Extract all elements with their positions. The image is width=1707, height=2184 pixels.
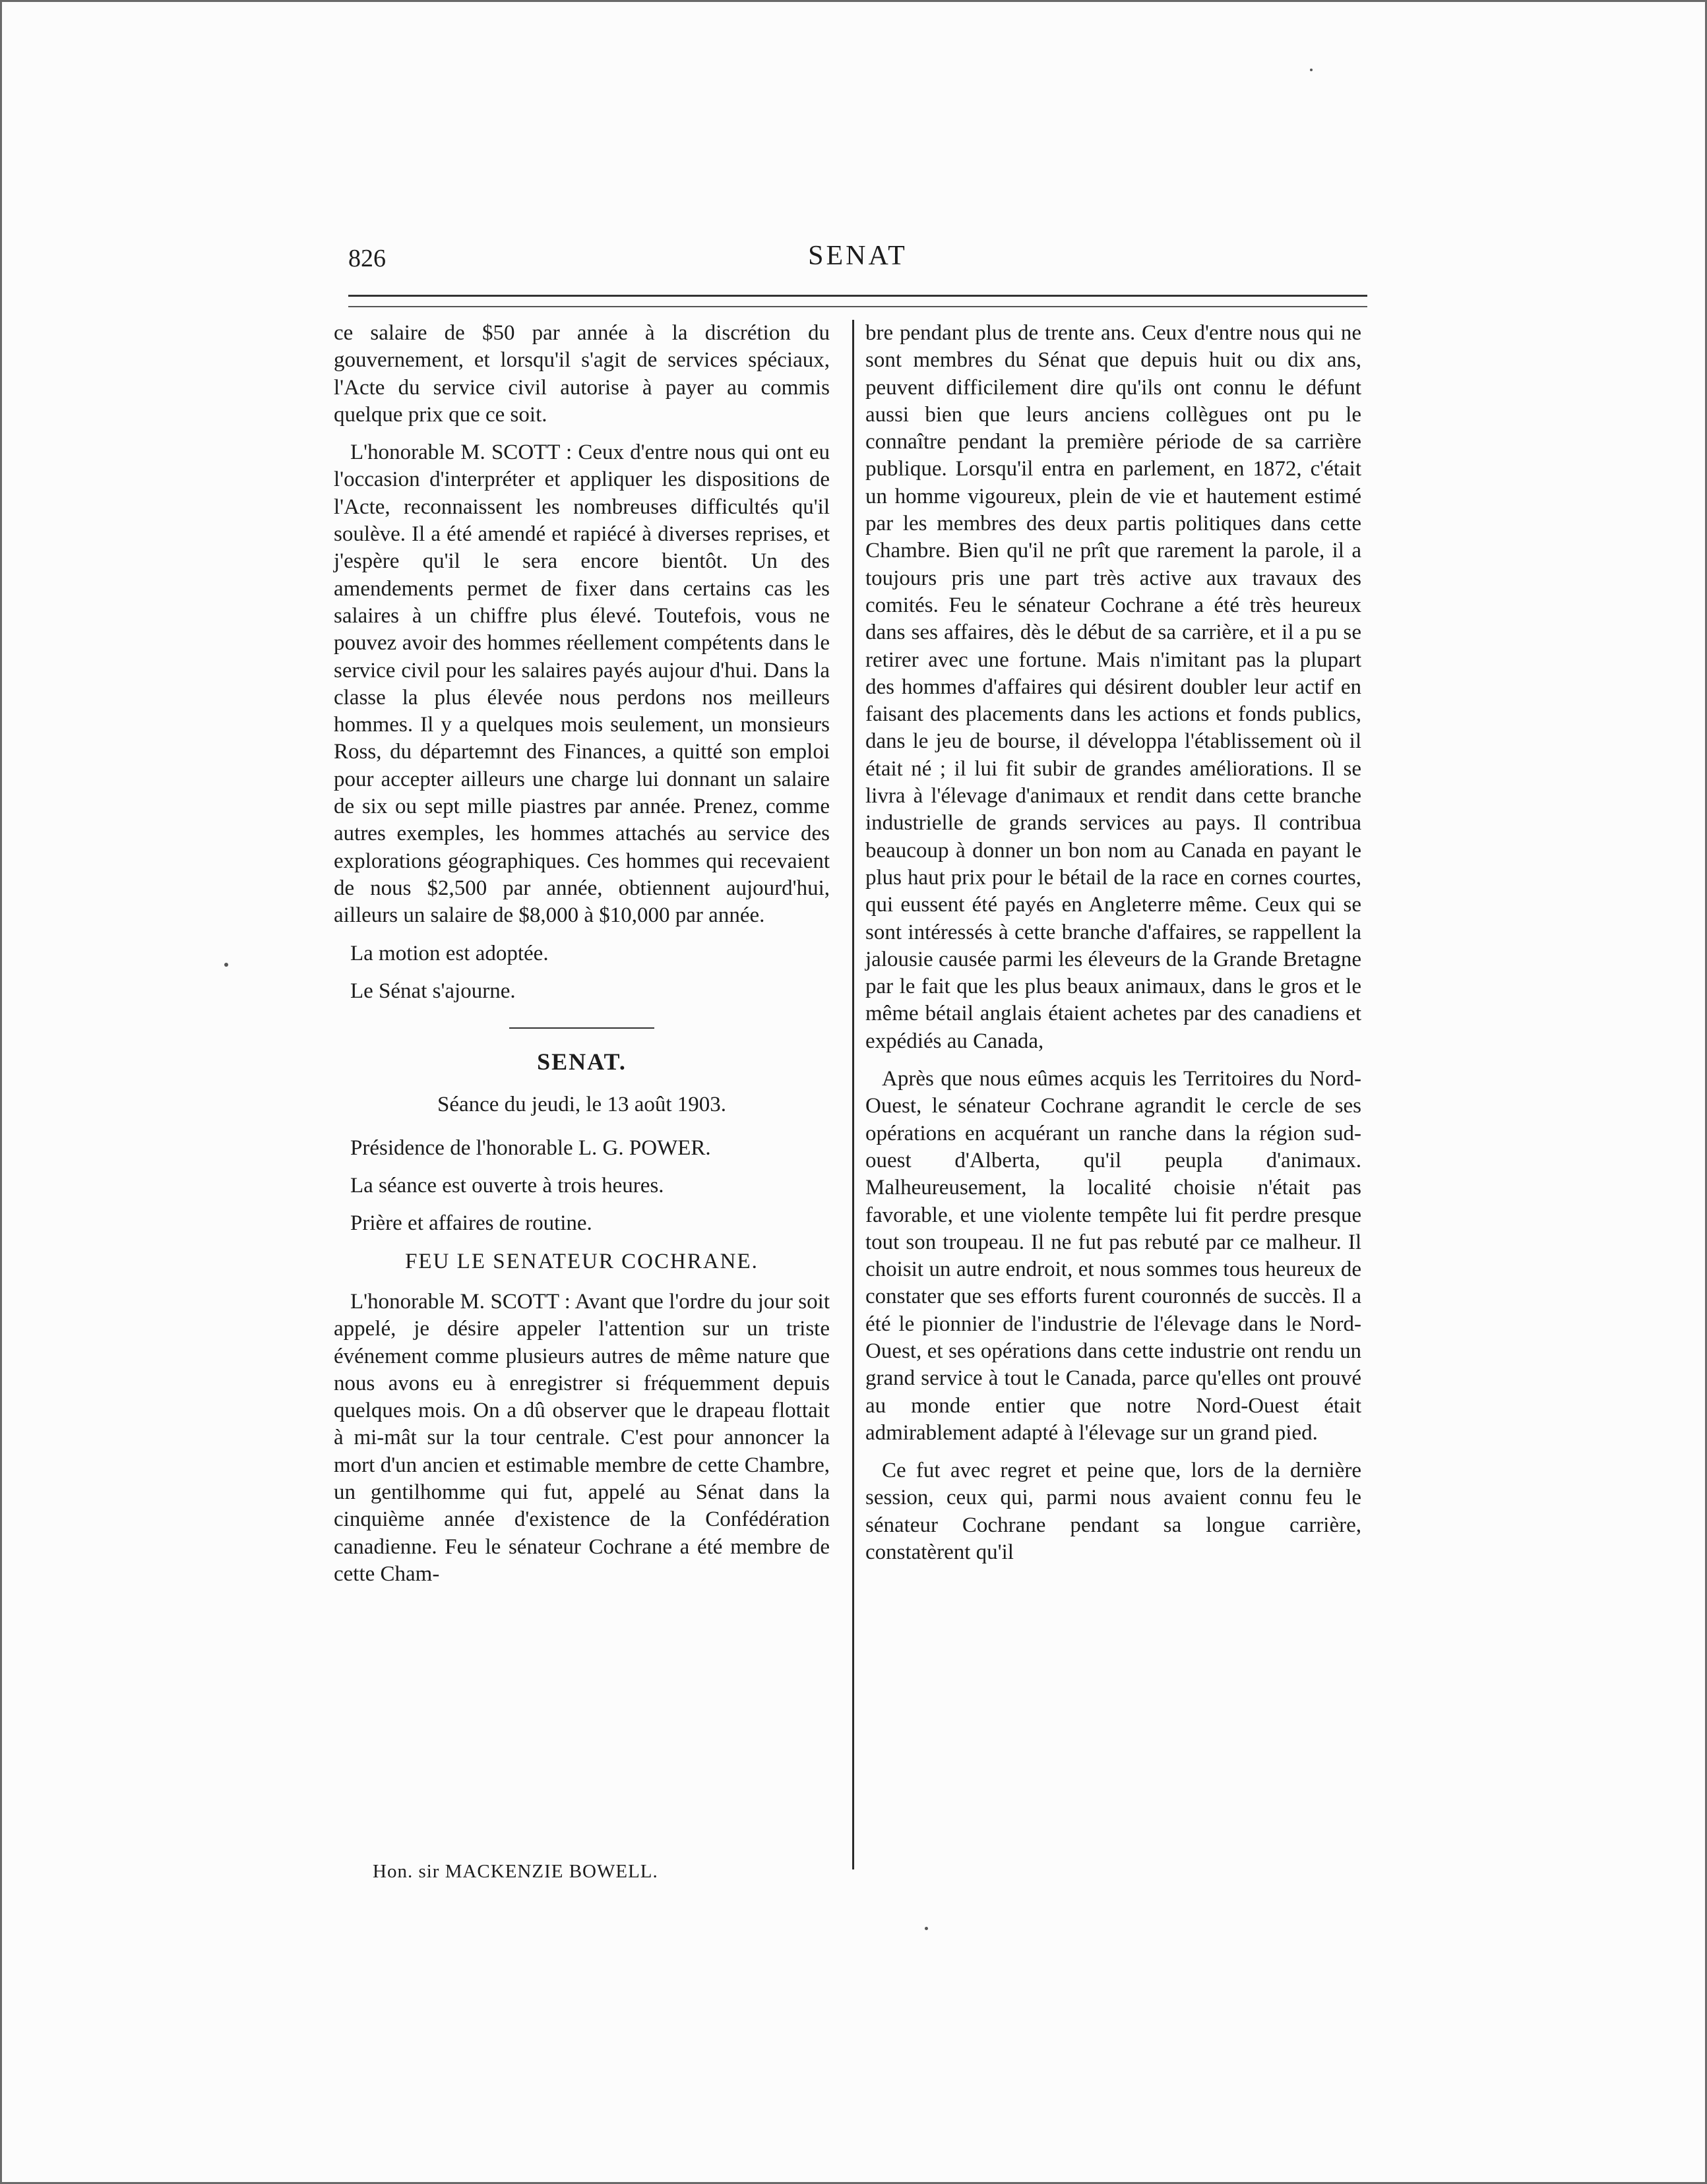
senate-adjourns: Le Sénat s'ajourne.: [350, 979, 516, 1003]
running-head: SENAT: [808, 241, 908, 271]
left-paragraph-2: L'honorable M. SCOTT : Ceux d'entre nous qui ont eu l'occasion d'interpréter et appliquer les dispositions de l'Acte, reconnaissent les nombreuses difficultés qu'il soulève. Il a été amendé et rapiécé à diverses reprises, et j'espère qu'il le sera encore bientôt. Un des amendements permet de fixer dans certains cas les salaires à un chiffre plus élevé. Toutefois, vous ne pouvez avoir des hommes réellement compétents dans le service civil pour les salaires payés aujour d'hui. Dans la classe la plus élevée nous perdons nos meilleurs hommes. Il y a quelques mois seulement, un monsieurs Ross, du départemnt des Finances, a quitté son emploi pour accepter ailleurs une charge lui donnant un salaire de six ou sept mille piastres par année. Prenez, comme autres exemples, les hommes attachés au service des explorations géographiques. Ces hommes qui recevaient de nous $2,500 par année, obtiennent aujourd'hui, ailleurs un salaire de $8,000 à $10,000 par année.: [334, 440, 830, 928]
left-paragraph-5: L'honorable M. SCOTT : Avant que l'ordre du jour soit appelé, je désire appeler l'attention sur un triste événement comme plusieurs autres de même nature que nous avons eu à enregistrer si fréquemment depuis quelques mois. On a dû observer que le drapeau flottait à mi-mât sur la tour centrale. C'est pour annoncer la mort d'un ancien et estimable membre de cette Chambre, un gentilhomme qui fut, appelé au Sénat dans la cinquième année d'existence de la Confédération canadienne. Feu le sénateur Cochrane a été membre de cette Cham-: [334, 1289, 830, 1586]
prayers-line: Prière et affaires de routine.: [350, 1211, 592, 1236]
left-paragraph-1: ce salaire de $50 par année à la discrétion du gouvernement, et lorsqu'il s'agit de services spéciaux, l'Acte du service civil autorise à payer au commis quelque prix que ce soit.: [334, 321, 830, 427]
subsection-title: FEU LE SENATEUR COCHRANE.: [405, 1249, 759, 1273]
right-paragraph-1: bre pendant plus de trente ans. Ceux d'entre nous qui ne sont membres du Sénat que depuis huit ou dix ans, peuvent difficilement dire qu'ils ont connu le défunt aussi bien que leurs anciens collègues ont pu le connaître pendant la première période de sa carrière publique. Lorsqu'il entra en parlement, en 1872, c'était un homme vigoureux, plein de vie et hautement estimé par les membres des deux partis politiques dans cette Chambre. Bien qu'il ne prît que rarement la parole, il a toujours pris une part très active aux travaux des comités. Feu le sénateur Cochrane a été très heureux dans ses affaires, dès le début de sa carrière, et il a pu se retirer avec une fortune. Mais n'imitant pas la plupart des hommes d'affaires qui désirent doubler leur actif en faisant des placements dans les actions et fonds publics, dans le jeu de bourse, il développa l'établissement où il était né ; il lui fit subir de grandes améliorations. Il se livra à l'élevage d'animaux et rendit dans cette branche industrielle de grands services au pays. Il contribua beaucoup à donner un bon nom au Canada en payant le plus haut prix pour le bétail de la race en cornes courtes, qui eussent été payés en Angleterre même. Ceux qui se sont intéressés à cette branche d'affaires, se rappellent la jalousie causée parmi les éleveurs de la Grande Bretagne par le fait que les plus beaux animaux, dans le gros et le même bétail anglais étaient achetes par des canadiens et expédiés au Canada,: [865, 321, 1361, 1053]
sitting-date: Séance du jeudi, le 13 août 1903.: [437, 1093, 727, 1117]
presidency-line: Présidence de l'honorable L. G. POWER.: [350, 1136, 711, 1160]
motion-adopted: La motion est adoptée.: [350, 941, 549, 965]
section-title: SENAT.: [537, 1048, 627, 1076]
right-paragraph-2: Après que nous eûmes acquis les Territoires du Nord-Ouest, le sénateur Cochrane agrandit le cercle de ses opérations en acquérant un ranche dans la région sud-ouest d'Alberta, qu'il peupla d'animaux. Malheureusement, la localité choisie n'était pas favorable, et une violente tempête lui fit perdre presque tout son troupeau. Il ne fut pas rebuté par ce malheur. Il choisit un autre endroit, et nous sommes tous heureux de constater que ses efforts furent couronnés de succès. Il a été le pionnier de l'industrie de l'élevage dans le Nord-Ouest, et ses opérations dans cette industrie ont rendu un grand service à tout le Canada, parce qu'elles ont prouvé au monde entier que notre Nord-Ouest était admirablement adapté à l'élevage sur un grand pied.: [865, 1067, 1361, 1445]
right-paragraph-3: Ce fut avec regret et peine que, lors de la dernière session, ceux qui, parmi nous avaient connu feu le sénateur Cochrane pendant sa longue carrière, constatèrent qu'il: [865, 1459, 1361, 1565]
page-number: 826: [348, 245, 386, 272]
footer-speaker: Hon. sir MACKENZIE BOWELL.: [373, 1861, 658, 1882]
opening-line: La séance est ouverte à trois heures.: [350, 1174, 664, 1198]
